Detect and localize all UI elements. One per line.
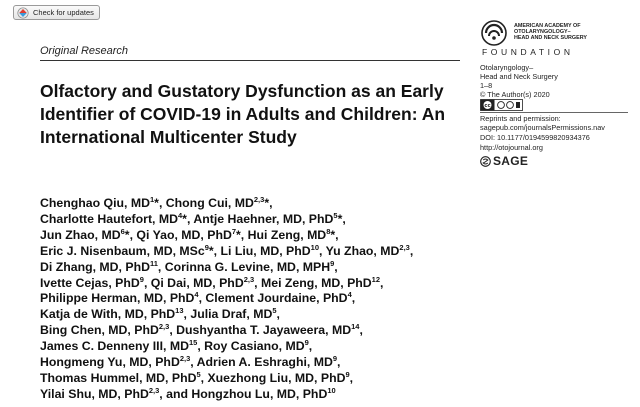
foundation-seal-icon — [480, 20, 508, 46]
author-text: , — [380, 275, 384, 290]
affiliation-superscript: 2,3 — [179, 354, 191, 364]
sage-wordmark: SAGE — [493, 154, 529, 168]
author-line — [40, 276, 480, 292]
author-line — [40, 196, 480, 212]
copyright-notice: © The Author(s) 2020 — [480, 90, 550, 99]
author-text: , Xuezhong Liu, MD, PhD — [200, 370, 346, 385]
affiliation-superscript: 10 — [310, 242, 319, 252]
author-text: , Adrien A. Eshraghi, MD — [190, 355, 333, 370]
cc-badge-text: cc — [484, 103, 491, 109]
affiliation-superscript: 9 — [332, 354, 338, 364]
affiliation-superscript: 9 — [345, 369, 350, 379]
article-type-label: Original Research — [40, 45, 129, 57]
article-title: Olfactory and Gustatory Dysfunction as an Early Identifier of COVID-19 in Adults and Children: An International Multicenter Study — [40, 81, 446, 147]
author-line — [40, 244, 480, 260]
author-text: *, Antje Haehner, MD, PhD — [182, 211, 334, 226]
affiliation-superscript: 4 — [178, 210, 183, 220]
author-text: *, Qi Yao, MD, PhD — [124, 227, 232, 242]
check-for-updates-label: Check for updates — [33, 8, 94, 17]
organization-name — [514, 23, 624, 42]
author-line — [40, 212, 480, 228]
author-line — [40, 291, 480, 307]
affiliation-superscript: 2,3 — [158, 322, 170, 332]
author-text: Charlotte Hautefort, MD — [40, 211, 178, 226]
affiliation-superscript: 2,3 — [148, 385, 160, 395]
author-line — [40, 323, 480, 339]
author-text: , Mei Zeng, MD, PhD — [254, 275, 372, 290]
author-text: *, Chong Cui, MD — [154, 196, 254, 210]
author-text: Eric J. Nisenbaum, MD, MSc — [40, 243, 205, 258]
affiliation-superscript: 7 — [231, 226, 237, 236]
author-text: , Corinna G. Levine, MD, MPH — [157, 259, 331, 274]
author-text: , Yu Zhao, MD — [319, 243, 400, 258]
affiliation-superscript: 2,3 — [243, 274, 255, 284]
affiliation-superscript: 2,3 — [399, 242, 410, 252]
affiliation-superscript: 4 — [347, 290, 352, 300]
affiliation-superscript: 12 — [371, 274, 381, 284]
divider — [480, 112, 628, 113]
author-text: , — [351, 291, 356, 306]
author-line — [40, 355, 480, 371]
author-text: , — [334, 259, 338, 274]
affiliation-superscript: 5 — [272, 306, 277, 316]
author-text: Di Zhang, MD, PhD — [40, 259, 150, 274]
header-rule — [40, 60, 460, 61]
author-text: Hongmeng Yu, MD, PhD — [40, 355, 180, 370]
author-line — [40, 228, 480, 244]
affiliation-superscript: 5 — [333, 210, 338, 220]
affiliation-superscript: 9 — [139, 274, 144, 284]
creative-commons-badge-icon — [480, 99, 523, 111]
author-text: Jun Zhao, MD — [40, 227, 121, 242]
author-text: *, Li Liu, MD, PhD — [208, 243, 311, 258]
author-text: , Julia Draf, MD — [183, 307, 273, 322]
author-text: Chenghao Qiu, MD — [40, 196, 150, 210]
foundation-wordmark: FOUNDATION — [482, 47, 574, 57]
doi-text[interactable]: DOI: 10.1177/0194599820934376 — [480, 133, 590, 142]
author-text: Katja de With, MD, PhD — [40, 307, 176, 322]
author-text: , — [359, 323, 363, 338]
affiliation-superscript: 5 — [196, 369, 201, 379]
affiliation-superscript: 2,3 — [253, 195, 265, 204]
author-text: *, — [337, 211, 346, 226]
org-line: AMERICAN ACADEMY OF — [514, 23, 581, 29]
affiliation-superscript: 8 — [326, 226, 331, 236]
affiliation-superscript: 15 — [188, 338, 198, 348]
author-text: Yilai Shu, MD, PhD — [40, 386, 149, 401]
sage-swirl-icon — [480, 156, 491, 167]
author-text: , and Hongzhou Lu, MD, PhD — [159, 386, 328, 401]
author-line — [40, 339, 480, 355]
affiliation-superscript: 1 — [149, 195, 155, 204]
author-line — [40, 387, 480, 403]
org-line: HEAD AND NECK SURGERY — [514, 35, 587, 42]
check-for-updates-button[interactable] — [13, 5, 100, 20]
author-text: , — [349, 370, 354, 385]
author-text: Thomas Hummel, MD, PhD — [40, 370, 197, 385]
author-text: , — [337, 355, 341, 370]
permissions-link[interactable]: sagepub.com/journalsPermissions.nav — [480, 123, 605, 132]
page-range: 1–8 — [480, 81, 493, 90]
affiliation-superscript: 4 — [194, 290, 199, 300]
author-list — [40, 196, 480, 403]
affiliation-superscript: 13 — [175, 306, 184, 316]
org-line: OTOLARYNGOLOGY– — [514, 29, 571, 36]
journal-url-link[interactable]: http://otojournal.org — [480, 143, 543, 152]
author-text: , Dushyantha T. Jayaweera, MD — [169, 323, 352, 338]
affiliation-superscript: 9 — [204, 242, 209, 252]
affiliation-superscript: 11 — [149, 258, 158, 268]
affiliation-superscript: 9 — [304, 338, 309, 348]
affiliation-superscript: 10 — [327, 385, 336, 395]
aao-hns-foundation-logo — [478, 20, 628, 60]
affiliation-superscript: 14 — [351, 322, 360, 332]
author-line — [40, 260, 480, 276]
author-text: , — [308, 339, 313, 354]
sage-logo — [480, 154, 528, 168]
journal-name-line1: Otolaryngology– — [480, 63, 534, 72]
author-text: James C. Denneny III, MD — [40, 339, 189, 354]
journal-name-line2: Head and Neck Surgery — [480, 72, 558, 81]
affiliation-superscript: 9 — [330, 258, 335, 268]
author-text: Bing Chen, MD, PhD — [40, 323, 159, 338]
crossmark-icon — [16, 6, 30, 19]
reprints-label: Reprints and permission: — [480, 114, 561, 123]
author-text: *, — [264, 196, 273, 210]
affiliation-superscript: 6 — [120, 226, 125, 236]
author-text: , Clement Jourdaine, PhD — [198, 291, 348, 306]
author-text: , Qi Dai, MD, PhD — [143, 275, 244, 290]
author-text: *, Hui Zeng, MD — [236, 227, 327, 242]
author-text: Philippe Herman, MD, PhD — [40, 291, 195, 306]
author-text: *, — [330, 227, 339, 242]
author-text: , Roy Casiano, MD — [197, 339, 305, 354]
author-line — [40, 371, 480, 387]
author-text: , — [276, 307, 280, 322]
author-line — [40, 307, 480, 323]
author-text: Ivette Cejas, PhD — [40, 275, 140, 290]
author-text: , — [409, 243, 414, 258]
